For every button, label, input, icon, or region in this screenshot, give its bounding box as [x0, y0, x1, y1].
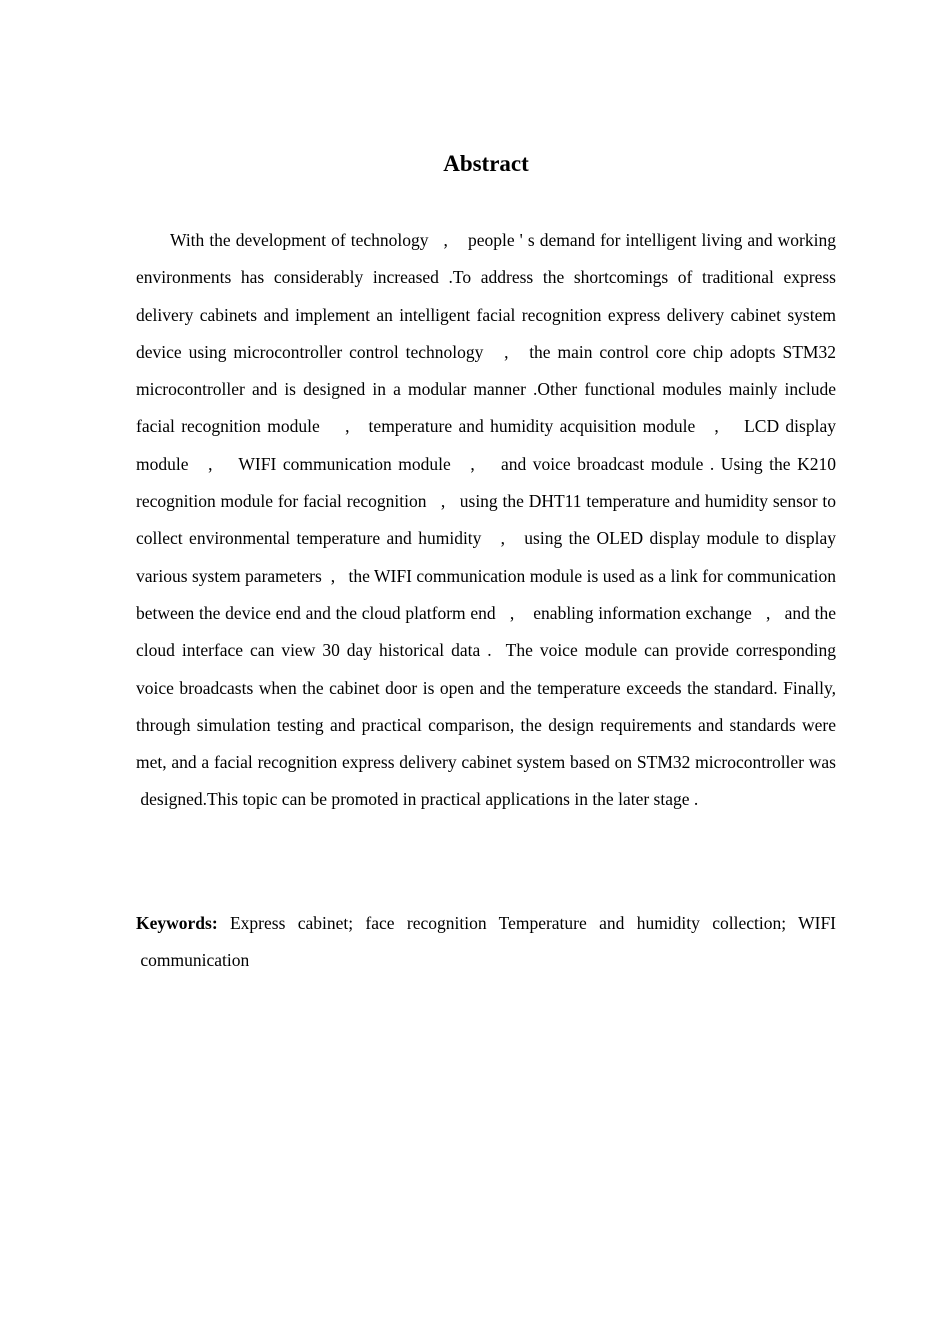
keywords-label: Keywords: [136, 913, 218, 933]
keywords-paragraph [136, 905, 836, 980]
page-title: Abstract [443, 151, 529, 176]
keywords-text: Express cabinet; face recognition Temperature and humidity collection; WIFI communication [136, 913, 836, 971]
abstract-paragraph: With the development of technology , people ' s demand for intelligent living and working environments has considerably increased .To address the shortcomings of traditional express delivery cabinets and implement an intelligent facial recognition express delivery cabinet system device using microcontroller control technology , the main control core chip adopts STM32 microcontroller and is designed in a modular manner .Other functional modules mainly include facial recognition module , temperature and humidity acquisition module , LCD display module , WIFI communication module , and voice broadcast module . Using the K210 recognition module for facial recognition , using the DHT11 temperature and humidity sensor to collect environmental temperature and humidity , using the OLED display module to display various system parameters , the WIFI communication module is used as a link for communication between the device end and the cloud platform end , enabling information exchange , and the cloud interface can view 30 day historical data . The voice module can provide corresponding voice broadcasts when the cabinet door is open and the temperature exceeds the standard. Finally, through simulation testing and practical comparison, the design requirements and standards were met, and a facial recognition express delivery cabinet system based on STM32 microcontroller was designed.This topic can be promoted in practical applications in the later stage . [136, 230, 836, 810]
